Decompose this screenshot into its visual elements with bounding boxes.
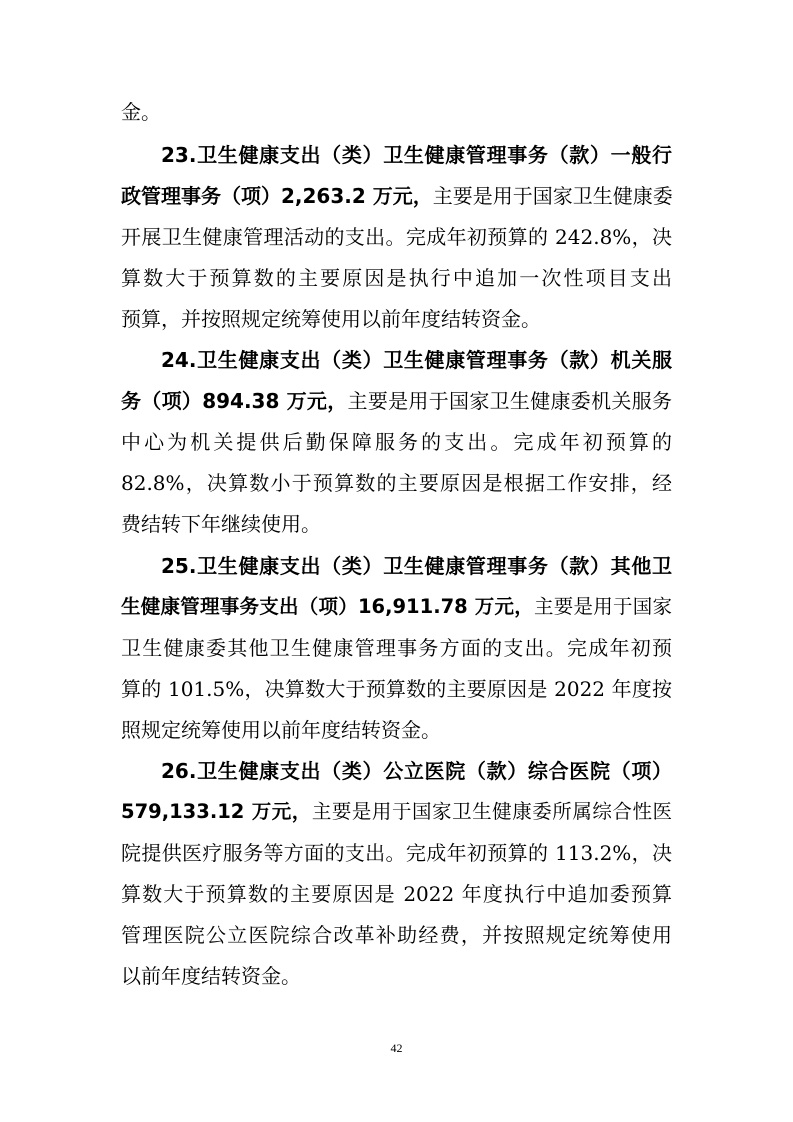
text-line: [121, 794, 672, 830]
text-line: 照规定统筹使用以前年度结转资金。: [121, 718, 441, 742]
section-heading-24-cont: 务（项）894.38 万元，: [121, 389, 348, 413]
section-heading-23: 23.卫生健康支出（类）卫生健康管理事务（款）一般行: [161, 143, 672, 167]
text-line: 院提供医疗服务等方面的支出。完成年初预算的 113.2%，决: [121, 841, 672, 865]
text-line: 开展卫生健康管理活动的支出。完成年初预算的 242.8%，决: [121, 225, 672, 249]
section-heading-24: 24.卫生健康支出（类）卫生健康管理事务（款）机关服: [161, 348, 672, 372]
section-heading-25: 25.卫生健康支出（类）卫生健康管理事务（款）其他卫: [161, 554, 672, 578]
text-line: 算数大于预算数的主要原因是执行中追加一次性项目支出: [121, 266, 672, 290]
text-line: 算数大于预算数的主要原因是 2022 年度执行中追加委预算: [121, 882, 672, 906]
text-line: 预算，并按照规定统筹使用以前年度结转资金。: [121, 307, 541, 331]
text-line: 卫生健康委其他卫生健康管理事务方面的支出。完成年初预: [121, 636, 672, 660]
text-line: 金。: [121, 100, 161, 124]
section-heading-25-cont: 生健康管理事务支出（项）16,911.78 万元，: [121, 595, 535, 618]
text-line: 中心为机关提供后勤保障服务的支出。完成年初预算的: [121, 430, 672, 454]
text-span: 主要是用于国家卫生健康委机关服务: [347, 389, 673, 413]
text-line: [121, 178, 672, 214]
text-line: 以前年度结转资金。: [121, 964, 301, 988]
text-line: [121, 383, 672, 419]
text-line: 算的 101.5%，决算数大于预算数的主要原因是 2022 年度按: [121, 677, 672, 701]
section-heading-26-cont: 579,133.12 万元，: [121, 800, 312, 823]
section-heading-26: 26.卫生健康支出（类）公立医院（款）综合医院（项）: [161, 759, 672, 783]
text-line: 费结转下年继续使用。: [121, 512, 321, 536]
page-number: 42: [390, 1041, 403, 1055]
text-span: 主要是用于国家: [534, 595, 672, 618]
text-span: 主要是用于国家卫生健康委: [432, 184, 673, 208]
text-line: [121, 589, 672, 625]
text-span: 主要是用于国家卫生健康委所属综合性医: [311, 800, 672, 823]
section-heading-23-cont: 政管理事务（项）2,263.2 万元，: [121, 184, 433, 208]
text-line: 管理医院公立医院综合改革补助经费，并按照规定统筹使用: [121, 923, 672, 947]
text-line: 82.8%，决算数小于预算数的主要原因是根据工作安排，经: [121, 471, 672, 495]
